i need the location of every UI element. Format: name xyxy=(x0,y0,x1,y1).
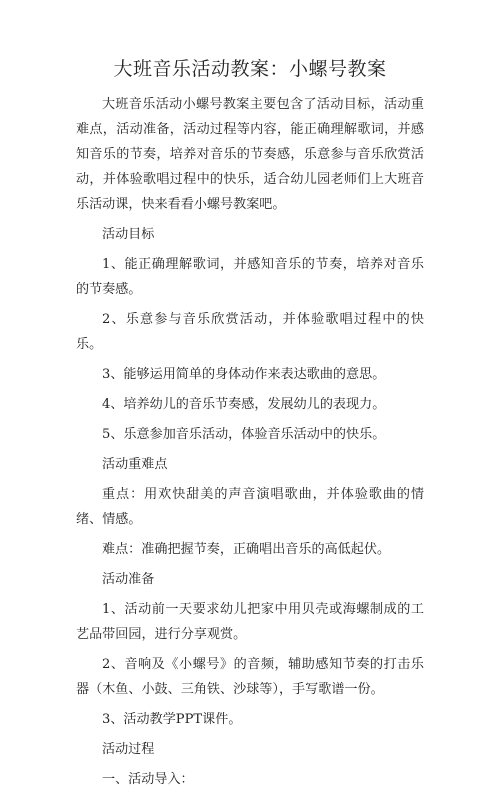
goal-item: 5、乐意参加音乐活动，体验音乐活动中的快乐。 xyxy=(102,427,386,442)
goal-item: 3、能够运用简单的身体动作来表达歌曲的意思。 xyxy=(102,367,386,382)
section-heading-goals: 活动目标 xyxy=(102,227,155,242)
process-step-heading: 一、活动导入： xyxy=(102,772,194,787)
section-heading-key-points: 活动重难点 xyxy=(102,457,168,472)
document-title: 大班音乐活动教案：小螺号教案 xyxy=(113,58,387,80)
preparation-item: 2、音响及《小螺号》的音频，辅助感知节奏的打击乐器（木鱼、小鼓、三角铁、沙球等），手写歌谱一份。 xyxy=(76,657,424,697)
preparation-item: 1、活动前一天要求幼儿把家中用贝壳或海螺制成的工艺品带回园，进行分享观赏。 xyxy=(76,602,424,642)
preparation-item: 3、活动教学PPT课件。 xyxy=(102,712,242,727)
difficult-point: 难点：准确把握节奏，正确唱出音乐的高低起伏。 xyxy=(102,542,391,557)
goal-item: 4、培养幼儿的音乐节奏感，发展幼儿的表现力。 xyxy=(102,397,386,412)
goal-item: 2、乐意参与音乐欣赏活动，并体验歌唱过程中的快乐。 xyxy=(76,312,424,352)
goal-item: 1、能正确理解歌词，并感知音乐的节奏，培养对音乐的节奏感。 xyxy=(76,257,424,297)
section-heading-process: 活动过程 xyxy=(102,742,155,757)
key-point: 重点：用欢快甜美的声音演唱歌曲，并体验歌曲的情绪、情感。 xyxy=(76,487,424,527)
intro-paragraph: 大班音乐活动小螺号教案主要包含了活动目标，活动重难点，活动准备，活动过程等内容，能正确理解歌词，并感知音乐的节奏，培养对音乐的节奏感，乐意参与音乐欣赏活动，并体验歌唱过程中的快乐，适合幼儿园老师们上大班音乐活动课，快来看看小螺号教案吧。 xyxy=(76,97,424,212)
section-heading-preparation: 活动准备 xyxy=(102,572,155,587)
